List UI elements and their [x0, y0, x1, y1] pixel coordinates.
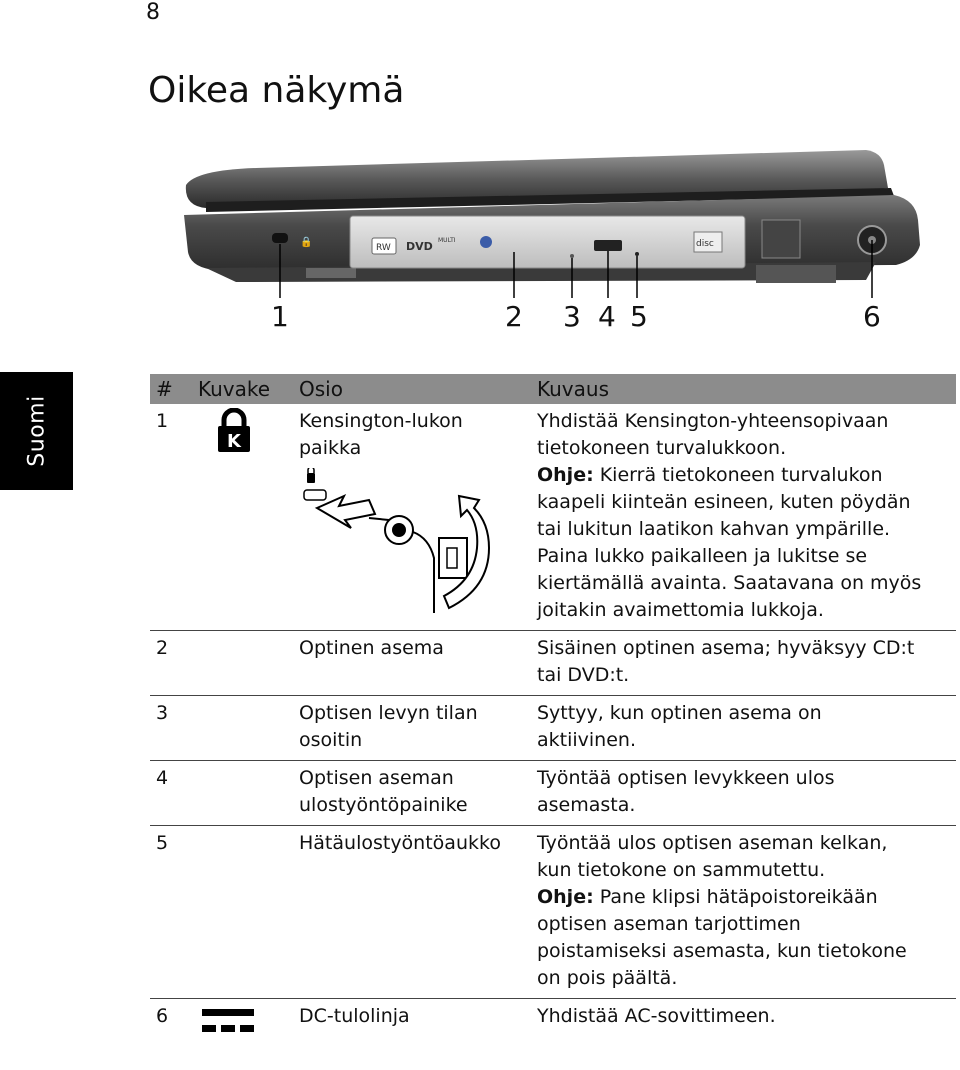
language-tab: [0, 372, 73, 490]
table-header-row: [150, 374, 956, 404]
svg-text:DVD: DVD: [406, 240, 433, 253]
laptop-right-side-illustration: [176, 140, 926, 300]
svg-text:RW: RW: [376, 243, 391, 253]
row-desc: Yhdistää AC-sovittimeen.: [531, 999, 956, 1052]
table-row: [150, 404, 956, 631]
callout-5: 5: [630, 300, 648, 333]
emergency-eject-hole: [635, 252, 639, 256]
kensington-lock-usage-illustration: [299, 468, 514, 618]
row-part: Optisen levyn tilan osoitin: [293, 696, 531, 761]
header-part: Osio: [293, 374, 531, 404]
row-desc: Sisäinen optinen asema; hyväksyy CD:t tai DVD:t.: [531, 631, 956, 696]
row-desc: Työntää ulos optisen aseman kelkan, kun tietokone on sammutettu. Ohje: Pane klipsi hätäpoistoreikään optisen aseman tarjottimen poistamiseksi asemasta, kun tietokone on pois päältä.: [531, 826, 956, 999]
row-icon-cell: [192, 696, 293, 761]
kensington-slot: [272, 233, 288, 243]
dc-in-icon: [200, 1003, 256, 1037]
callout-3: 3: [563, 300, 581, 333]
page-number: 8: [146, 0, 160, 25]
row-num: 2: [150, 631, 192, 696]
svg-text:disc: disc: [696, 239, 714, 249]
callout-2: 2: [505, 300, 523, 333]
row-num: 6: [150, 999, 192, 1052]
table-row: [150, 761, 956, 826]
note-label: Ohje:: [537, 464, 594, 486]
row-part: Optinen asema: [293, 631, 531, 696]
row-desc: Syttyy, kun optinen asema on aktiivinen.: [531, 696, 956, 761]
optical-eject-button: [594, 240, 622, 251]
note-label: Ohje:: [537, 886, 594, 908]
row-part: Kensington-lukon paikka: [293, 404, 531, 631]
header-desc: Kuvaus: [531, 374, 956, 404]
table-row: [150, 631, 956, 696]
table-row: [150, 826, 956, 999]
svg-text:MULTI: MULTI: [438, 237, 456, 244]
callout-4: 4: [598, 300, 616, 333]
table-row: [150, 696, 956, 761]
row-icon-cell: [192, 826, 293, 999]
row-num: 5: [150, 826, 192, 999]
row-icon-cell: [192, 761, 293, 826]
row-part: Hätäulostyöntöaukko: [293, 826, 531, 999]
row-num: 1: [156, 410, 169, 432]
language-tab-label: Suomi: [24, 395, 49, 467]
row-icon-cell: [192, 631, 293, 696]
row-num: 4: [150, 761, 192, 826]
component-table: [150, 374, 956, 1051]
row-icon-cell: [192, 404, 293, 631]
row-desc: Yhdistää Kensington-yhteensopivaan tietokoneen turvalukkoon. Ohje: Kierrä tietokoneen turvalukon kaapeli kiinteän esineen, kuten pöydän tai lukitun laatikon kahvan ympärille. Paina lukko paikalleen ja lukitse se kiertämällä avainta. Saatavana on myös joitakin avaimettomia lukkoja.: [537, 410, 922, 621]
header-num: #: [150, 374, 192, 404]
row-part: DC-tulolinja: [293, 999, 531, 1052]
header-icon: Kuvake: [192, 374, 293, 404]
kensington-lock-icon: [214, 408, 254, 454]
svg-text:K: K: [227, 431, 241, 452]
svg-text:🔒: 🔒: [300, 237, 313, 248]
row-desc: Työntää optisen levykkeen ulos asemasta.: [531, 761, 956, 826]
callout-6: 6: [863, 300, 881, 333]
callout-1: 1: [271, 300, 289, 333]
optical-drive-indicator-led: [570, 254, 574, 258]
page-title: Oikea näkymä: [148, 70, 405, 111]
row-part: Optisen aseman ulostyöntöpainike: [293, 761, 531, 826]
row-icon-cell: [192, 999, 293, 1052]
table-row: [150, 999, 956, 1052]
row-num: 3: [150, 696, 192, 761]
